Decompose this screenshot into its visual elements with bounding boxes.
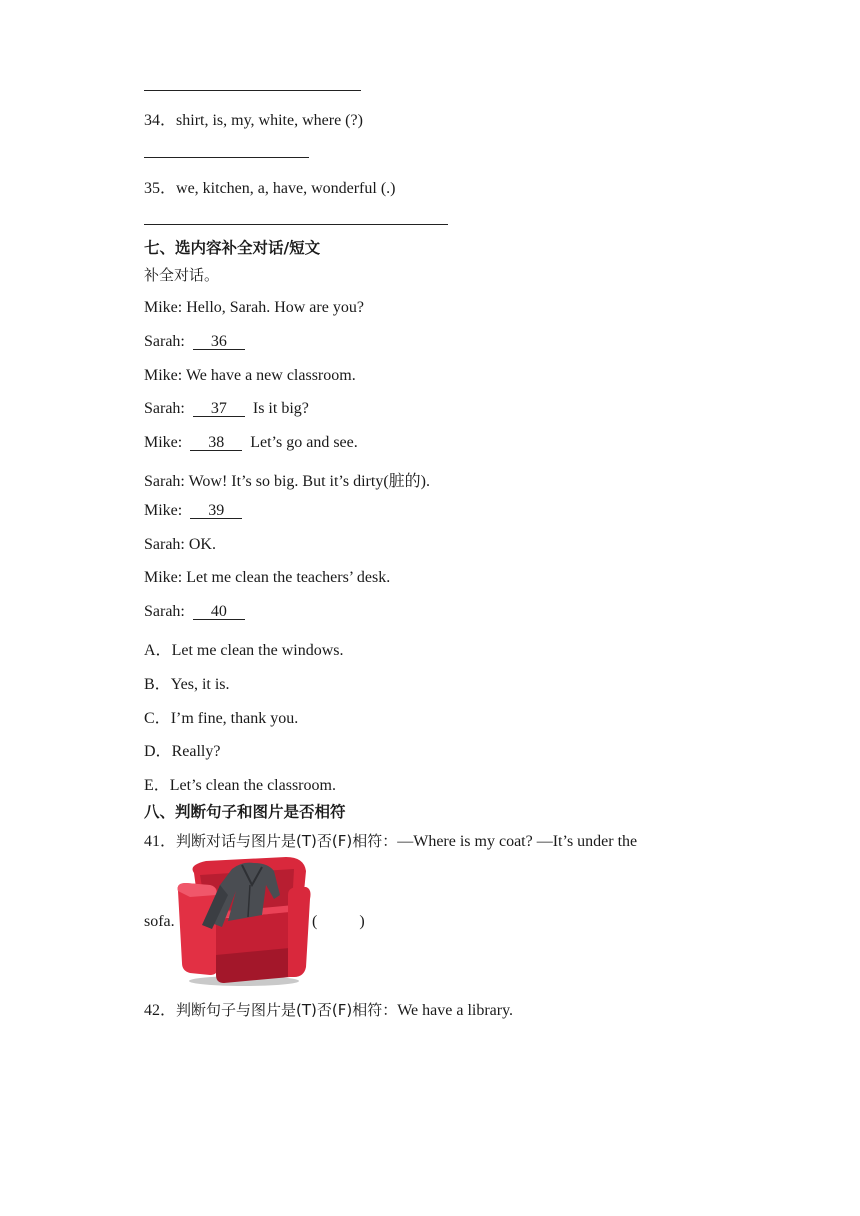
answer-blank-37[interactable]: 37 (193, 401, 245, 417)
option-text: Let’s clean the classroom. (169, 777, 336, 794)
question-number: 42． (144, 1002, 177, 1019)
dialogue-line (144, 502, 242, 520)
answer-parentheses-41[interactable]: ( ) (312, 913, 365, 930)
answer-blank-36[interactable]: 36 (193, 334, 245, 350)
line-text: Hello, Sarah. How are you? (186, 299, 364, 316)
speaker: Sarah: (144, 603, 185, 620)
dialogue-line (144, 569, 390, 587)
line-text: We have a new classroom. (185, 367, 356, 384)
armchair-with-coat-image (176, 855, 312, 987)
option-letter: E． (144, 777, 170, 794)
line-text: Wow! It’s so big. But it’s dirty(脏的). (188, 473, 430, 490)
speaker: Mike: (144, 502, 183, 519)
answer-line-35[interactable] (144, 224, 448, 225)
dialogue-line (144, 367, 356, 385)
answer-blank-38[interactable]: 38 (190, 435, 242, 451)
dialogue-line (144, 299, 364, 317)
speaker: Mike: (144, 367, 183, 384)
option-a (144, 637, 344, 660)
speaker: Sarah: (144, 536, 185, 553)
line-text: Let me clean the teachers’ desk. (186, 569, 391, 586)
question-text: we, kitchen, a, have, wonderful (.) (176, 180, 396, 197)
chair-left-arm (178, 883, 218, 975)
line-text: Let’s go and see. (250, 434, 358, 451)
question-number: 41． (144, 833, 177, 850)
speaker: Mike: (144, 299, 183, 316)
speaker: Sarah: (144, 400, 185, 417)
question-41-continuation: sofa. (144, 913, 175, 930)
question-prompt: 判断对话与图片是(T)否(F)相符： (176, 832, 398, 850)
question-42 (144, 997, 513, 1020)
speaker: Sarah: (144, 333, 185, 350)
question-34 (144, 107, 363, 130)
answer-blank-40[interactable]: 40 (193, 604, 245, 620)
option-c (144, 705, 298, 728)
section-7-instruction: 补全对话。 (144, 266, 220, 284)
question-number: 34． (144, 112, 177, 129)
option-letter: C． (144, 710, 171, 727)
option-text: I’m fine, thank you. (170, 710, 299, 727)
option-e (144, 772, 336, 795)
option-letter: A． (144, 642, 172, 659)
answer-line-33[interactable] (144, 90, 361, 91)
dialogue-line (144, 468, 430, 491)
dialogue-line (144, 536, 216, 554)
answer-blank-39[interactable]: 39 (190, 503, 242, 519)
question-35 (144, 175, 395, 198)
option-text: Really? (171, 743, 221, 760)
section-8-heading: 八、判断句子和图片是否相符 (144, 803, 346, 821)
dialogue-line (144, 603, 245, 621)
question-prompt: 判断句子与图片是(T)否(F)相符： (176, 1001, 398, 1019)
question-number: 35． (144, 180, 177, 197)
speaker: Sarah: (144, 473, 185, 490)
option-text: Yes, it is. (170, 676, 230, 693)
section-7-heading: 七、选内容补全对话/短文 (144, 239, 321, 257)
question-41 (144, 828, 637, 851)
option-b (144, 671, 230, 694)
answer-line-34[interactable] (144, 157, 309, 158)
dialogue-line (144, 400, 309, 418)
speaker: Mike: (144, 569, 183, 586)
line-text: Is it big? (252, 400, 309, 417)
dialogue-line (144, 333, 245, 351)
question-text: —Where is my coat? —It’s under the (397, 833, 638, 850)
question-text: shirt, is, my, white, where (?) (176, 112, 363, 129)
question-text: We have a library. (397, 1002, 514, 1019)
dialogue-line (144, 434, 358, 452)
option-letter: D． (144, 743, 172, 760)
line-text: OK. (188, 536, 216, 553)
option-text: Let me clean the windows. (171, 642, 344, 659)
option-d (144, 738, 220, 761)
chair-right-arm (288, 887, 311, 977)
option-letter: B． (144, 676, 171, 693)
speaker: Mike: (144, 434, 183, 451)
